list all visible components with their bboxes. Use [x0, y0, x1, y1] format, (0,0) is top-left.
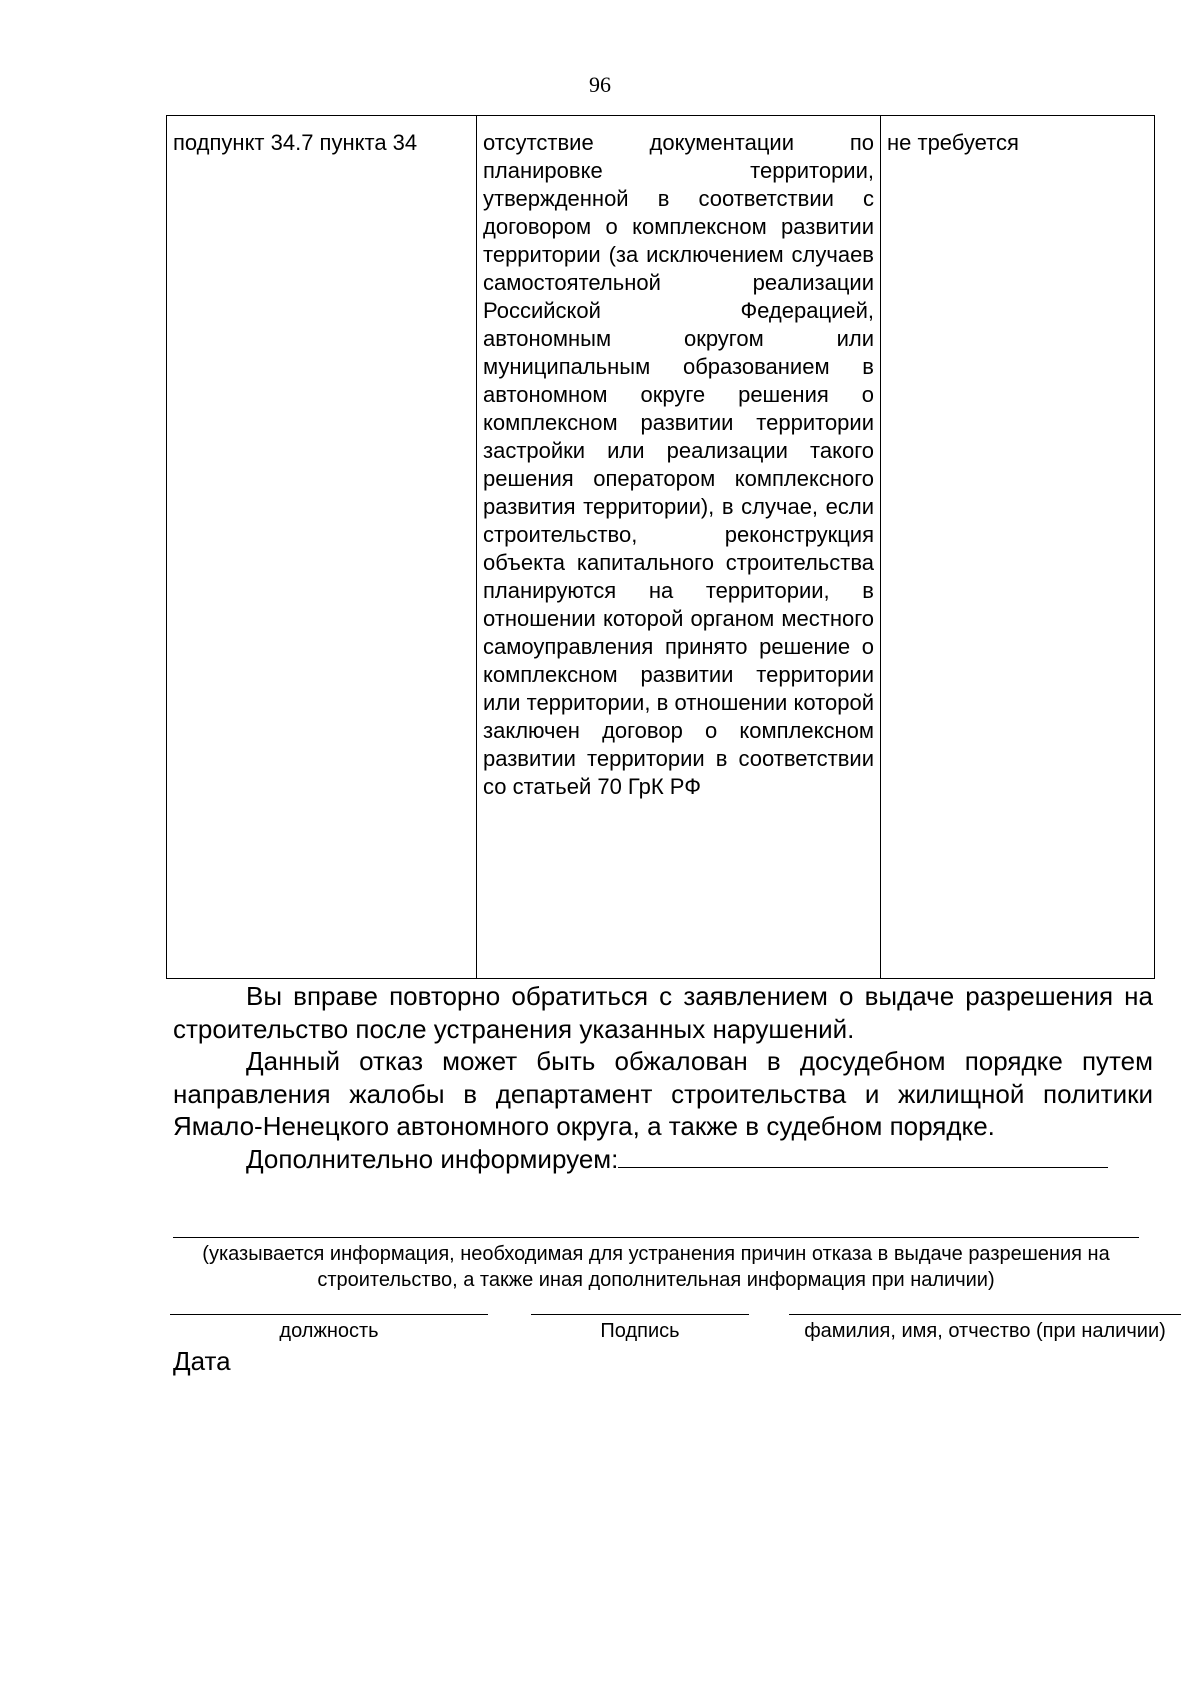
signature-label: Подпись	[600, 1320, 680, 1342]
reason-cell: отсутствие документации по планировке территории, утвержденной в соответствии с договором о комплексном развитии территории (за исключением случаев самостоятельной реализации Российской Федерацией, автономным округом или муниципальным образованием в автономном округе решения о комплексном развитии территории застройки или реализации такого решения оператором комплексного развития территории), в случае, если строительство, реконструкция объекта капитального строительства планируются на территории, в отношении которой органом местного самоуправления принято решение о комплексном развитии территории или территории, в отношении которой заключен договор о комплексном развитии территории в соответствии со статьей 70 ГрК РФ	[477, 116, 881, 979]
signature-block	[531, 1314, 749, 1344]
appeal-paragraph: Данный отказ может быть обжалован в досудебном порядке путем направления жалобы в департамент строительства и жилищной политики Ямало-Ненецкого автономного округа, а также в судебном порядке.	[173, 1046, 1153, 1141]
name-signature-block	[789, 1314, 1181, 1344]
position-label: должность	[279, 1320, 379, 1342]
additional-info-field	[618, 1145, 1108, 1168]
date-label: Дата	[173, 1346, 231, 1376]
position-line	[170, 1314, 488, 1315]
clause-cell: подпункт 34.7 пункта 34	[167, 116, 477, 979]
additional-info-row	[173, 1143, 1153, 1176]
additional-info-hint: (указывается информация, необходимая для устранения причин отказа в выдаче разрешения на строительство, а также иная дополнительная информация при наличии)	[202, 1243, 1110, 1291]
table-row	[167, 116, 1155, 979]
additional-info-label: Дополнительно информируем:	[246, 1143, 619, 1174]
position-signature-block	[170, 1314, 488, 1344]
body-text	[173, 980, 1153, 1175]
additional-info-line	[173, 1237, 1139, 1238]
refusal-grounds-table	[166, 115, 1155, 979]
note-cell: не требуется	[881, 116, 1155, 979]
reapply-paragraph: Вы вправе повторно обратиться с заявлением о выдаче разрешения на строительство после устранения указанных нарушений.	[173, 981, 1153, 1044]
page-number: 96	[589, 72, 611, 97]
name-label: фамилия, имя, отчество (при наличии)	[804, 1320, 1166, 1342]
signature-line	[531, 1314, 749, 1315]
name-line	[789, 1314, 1181, 1315]
